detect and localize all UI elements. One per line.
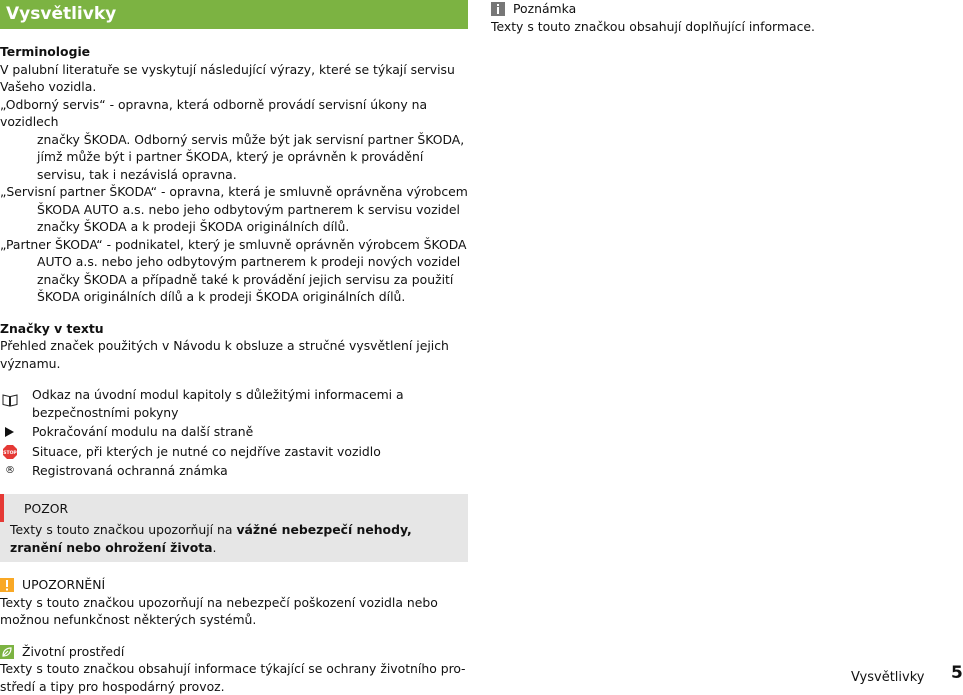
symbols-intro: Přehled značek použitých v Návodu k obsluze a stručné vysvětlení jejich významu. — [0, 337, 468, 372]
warning-text-bold: vážné nebezpečí nehody, zranění nebo ohrožení života — [10, 522, 412, 555]
term-rest: ŠKODA AUTO a.s. nebo jeho odbytovým partnerem k servisu vozidel značky ŠKODA a k prodeji ŠKODA originálních dílů. — [0, 201, 468, 236]
term-first-line: „Partner ŠKODA“ - podnikatel, který je smluvně oprávněn výrobcem ŠKODA — [0, 236, 468, 254]
page-number: 5 — [951, 665, 963, 683]
right-column — [491, 0, 960, 35]
exclamation-icon — [0, 494, 4, 522]
svg-text:STOP: STOP — [3, 450, 17, 456]
symbols-heading: Značky v textu — [0, 320, 468, 338]
terminology-intro: V palubní literatuře se vyskytují následující výrazy, které se týkají servisu Vašeho vozidla. — [0, 61, 468, 96]
environment-heading — [0, 643, 468, 661]
warning-text — [10, 521, 460, 556]
symbol-item — [0, 462, 468, 480]
caution-block — [0, 576, 468, 629]
info-icon — [491, 2, 505, 16]
symbol-text: Situace, při kterých je nutné co nejdříve zastavit vozidlo — [32, 444, 381, 459]
symbol-text: Pokračování modulu na další straně — [32, 424, 253, 439]
term-rest: AUTO a.s. nebo jeho odbytovým partnerem k prodeji nových vozidel značky ŠKODA a případně také k provádění jejich servisu za použití ŠKODA originálních dílů a k prodeji ŠKODA originálních dílů. — [0, 253, 468, 306]
note-text: Texty s touto značkou obsahují doplňující informace. — [491, 18, 960, 36]
symbol-item — [0, 423, 468, 441]
term-item — [0, 236, 468, 306]
term-item — [0, 183, 468, 236]
environment-title: Životní prostředí — [22, 644, 124, 659]
term-first-line: „Servisní partner ŠKODA“ - opravna, která je smluvně oprávněna výrobcem — [0, 183, 468, 201]
symbol-item — [0, 443, 468, 461]
term-first-line: „Odborný servis“ - opravna, která odborně provádí servisní úkony na vozidlech — [0, 96, 468, 131]
warning-box — [0, 494, 468, 563]
symbol-list — [0, 386, 468, 480]
footer-label: Vysvětlivky — [851, 669, 924, 687]
symbol-text: Registrovaná ochranná známka — [32, 463, 228, 478]
environment-text: Texty s touto značkou obsahují informace týkající se ochrany životního prostředí a tipy pro hospodárný provoz. — [0, 660, 468, 695]
warning-title: POZOR — [14, 501, 68, 516]
warning-heading — [0, 500, 460, 518]
caution-text: Texty s touto značkou upozorňují na nebezpečí poškození vozidla nebo možnou nefunkčnost některých systémů. — [0, 594, 468, 629]
section-title: Vysvětlivky — [0, 0, 468, 29]
note-title: Poznámka — [513, 1, 576, 16]
warning-text-before: Texty s touto značkou upozorňují na — [10, 522, 236, 537]
environment-block — [0, 643, 468, 695]
symbol-item — [0, 386, 468, 421]
term-item — [0, 96, 468, 184]
term-rest: značky ŠKODA. Odborný servis může být jak servisní partner ŠKODA, jímž může být i partner ŠKODA, který je oprávněn k provádění servisu, tak i nezávislá opravna. — [0, 131, 468, 184]
warning-text-after: . — [213, 540, 217, 555]
note-heading — [491, 0, 960, 18]
leaf-icon — [0, 645, 14, 659]
caution-title: UPOZORNĚNÍ — [22, 577, 105, 592]
arrow-right-icon — [2, 424, 18, 440]
caution-heading — [0, 576, 468, 594]
book-icon — [2, 392, 18, 408]
registered-icon: ® — [2, 463, 18, 479]
symbol-text: Odkaz na úvodní modul kapitoly s důležitými informacemi a bezpečnostními pokyny — [32, 387, 404, 420]
terminology-heading: Terminologie — [0, 43, 468, 61]
exclamation-icon — [0, 578, 14, 592]
stop-icon — [2, 444, 18, 460]
left-column — [0, 0, 468, 695]
